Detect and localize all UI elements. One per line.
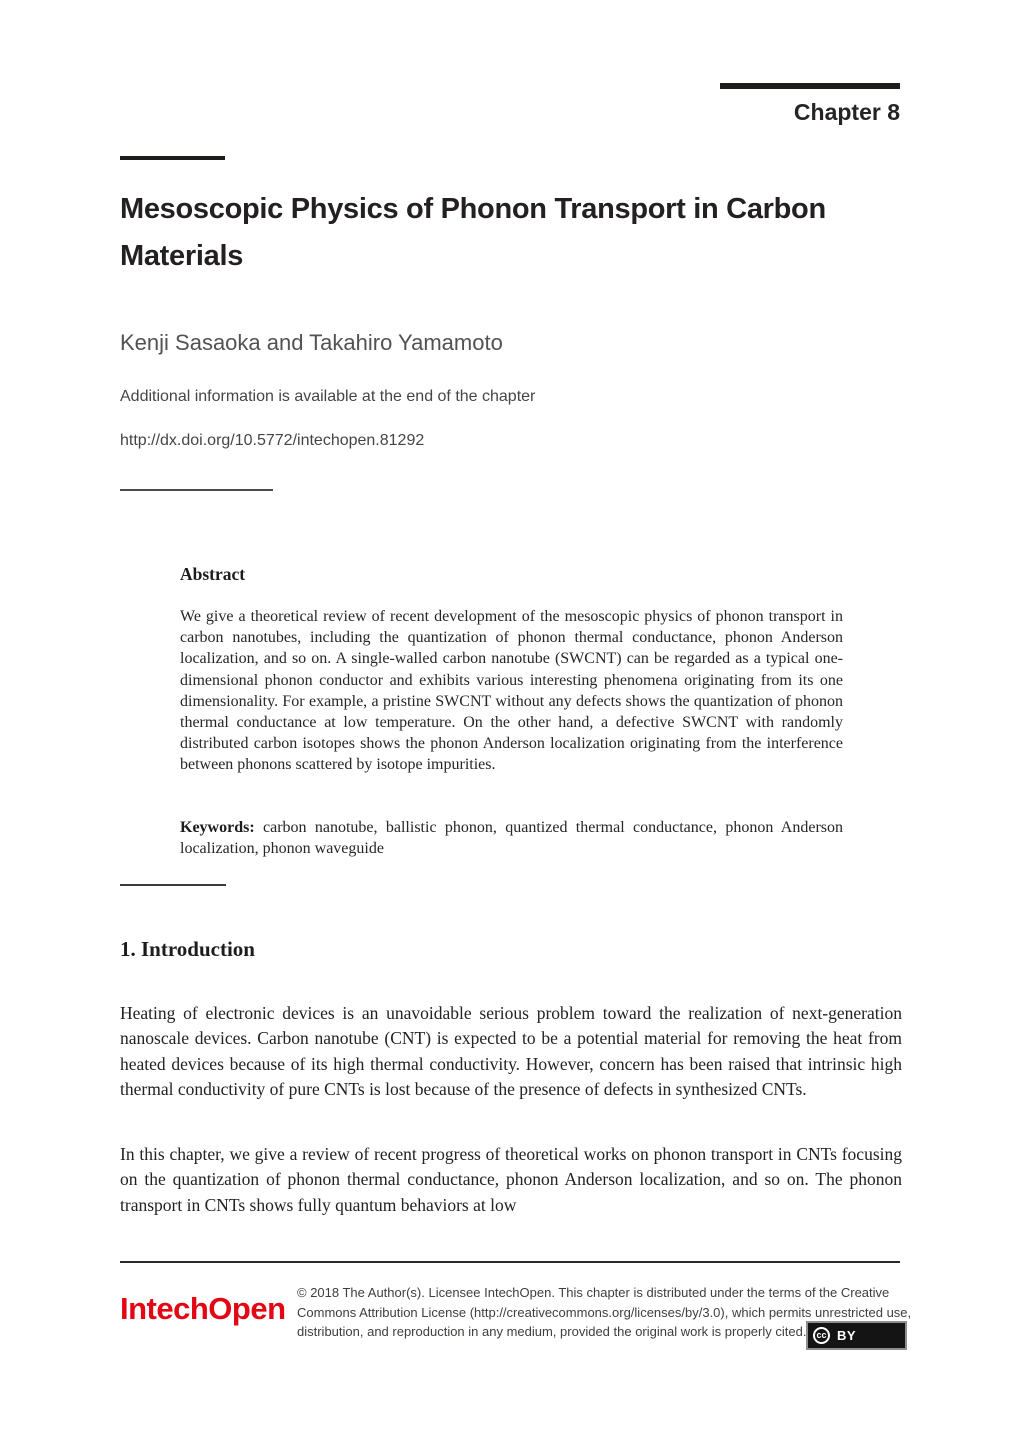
introduction-paragraph-1: Heating of electronic devices is an unavoidable serious problem toward the realization of next-generation nanoscale devices. Carbon nanotube (CNT) is expected to be a potential material for removing the heat from heated devices because of its high thermal conductivity. However, concern has been raised that intrinsic high thermal conductivity of pure CNTs is lost because of the presence of defects in synthesized CNTs. — [120, 1003, 902, 1100]
introduction-heading: 1. Introduction — [120, 937, 255, 961]
intechopen-logo: IntechOpen — [120, 1291, 286, 1326]
abstract-heading: Abstract — [180, 564, 246, 584]
footer-rule — [120, 1261, 900, 1263]
cc-by-label: BY — [837, 1328, 857, 1343]
authors-line: Kenji Sasaoka and Takahiro Yamamoto — [120, 330, 503, 355]
page-title: Mesoscopic Physics of Phonon Transport in Carbon Materials — [120, 193, 826, 272]
license-line-1: © 2018 The Author(s). Licensee IntechOpen. This chapter is distributed under the terms of the Creative — [297, 1285, 890, 1300]
cc-by-license-badge[interactable] — [806, 1321, 907, 1350]
keywords-label: Keywords: — [180, 819, 255, 836]
section-rule — [120, 884, 226, 886]
introduction-paragraph-2: In this chapter, we give a review of recent progress of theoretical works on phonon transport in CNTs focusing on the quantization of phonon thermal conductance, phonon Anderson localization, and so on. The phonon transport in CNTs shows fully quantum behaviors at low — [120, 1144, 902, 1215]
creative-commons-icon: cc — [813, 1327, 830, 1344]
keywords-list: carbon nanotube, ballistic phonon, quantized thermal conductance, phonon Anderson localization, phonon waveguide — [180, 819, 843, 858]
chapter-header-bar — [720, 83, 900, 89]
additional-info-note: Additional information is available at the end of the chapter — [120, 388, 536, 405]
license-line-3: distribution, and reproduction in any medium, provided the original work is properly cited. — [297, 1324, 807, 1339]
keywords-paragraph — [180, 817, 843, 859]
license-line-2: Commons Attribution License (http://creativecommons.org/licenses/by/3.0), which permits unrestricted use, — [297, 1304, 912, 1320]
chapter-number-label: Chapter 8 — [793, 99, 900, 125]
title-rule — [120, 156, 225, 160]
abstract-paragraph: We give a theoretical review of recent development of the mesoscopic physics of phonon transport in carbon nanotubes, including the quantization of phonon thermal conductance, phonon Anderson localization, and so on. A single-walled carbon nanotube (SWCNT) can be regarded as a typical one-dimensional phonon conductor and exhibits various interesting phenomena originating from its one dimensionality. For example, a pristine SWCNT without any defects shows the quantization of phonon thermal conductance at low temperature. On the other hand, a defective SWCNT with randomly distributed carbon isotopes shows the phonon Anderson localization originating from the interference between phonons scattered by isotope impurities. — [180, 608, 843, 774]
doi-link[interactable]: http://dx.doi.org/10.5772/intechopen.81292 — [120, 432, 425, 449]
doi-rule — [120, 489, 273, 491]
